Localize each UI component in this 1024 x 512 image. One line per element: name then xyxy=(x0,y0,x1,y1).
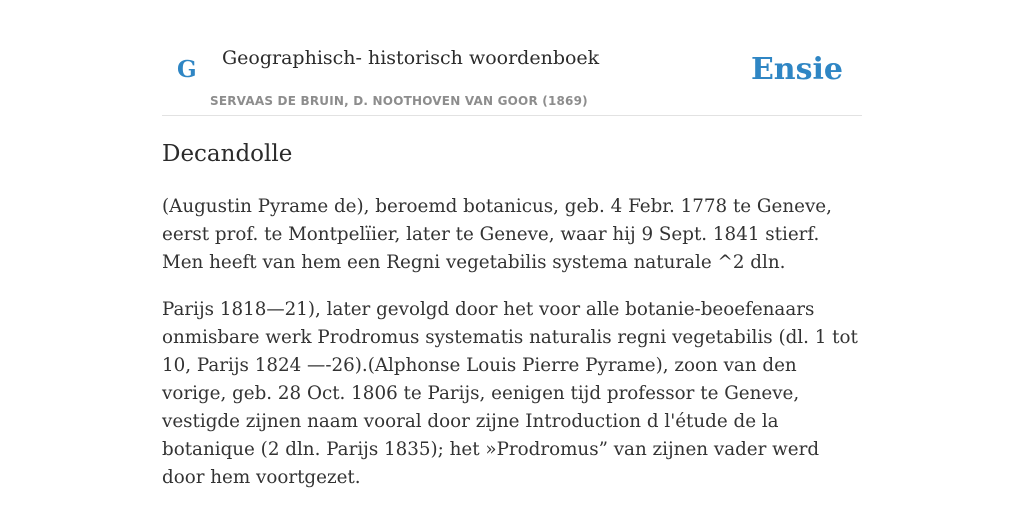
book-title-link[interactable]: Geographisch- historisch woordenboek xyxy=(222,47,600,69)
entry-paragraph: (Augustin Pyrame de), beroemd botanicus, geb. 4 Febr. 1778 te Geneve, eerst prof. te Montpelïier, later te Geneve, waar hij 9 Sept. 1841 stierf. Men heeft van hem een Regni vegetabilis systema naturale ^2 dln. xyxy=(162,196,832,273)
ensie-logo[interactable]: Ensie xyxy=(750,52,843,87)
book-initial-logo[interactable]: G xyxy=(177,56,197,83)
entry-card xyxy=(162,0,862,488)
entry-body xyxy=(162,193,862,511)
entry-title: Decandolle xyxy=(162,141,293,167)
book-authors: SERVAAS DE BRUIN, D. NOOTHOVEN VAN GOOR (1869) xyxy=(210,94,588,108)
book-header xyxy=(162,0,862,116)
entry-paragraph: Parijs 1818—21), later gevolgd door het voor alle botanie-beoefenaars onmisbare werk Prodromus systematis naturalis regni vegetabilis (dl. 1 tot 10, Parijs 1824 —-26).(Alphonse Louis Pierre Pyrame), zoon van den vorige, geb. 28 Oct. 1806 te Parijs, eenigen tijd professor te Geneve, vestigde zijnen naam vooral door zijne Introduction d l'étude de la botanique (2 dln. Parijs 1835); het »Prodromus” van zijnen vader werd door hem voortgezet. xyxy=(162,299,858,488)
